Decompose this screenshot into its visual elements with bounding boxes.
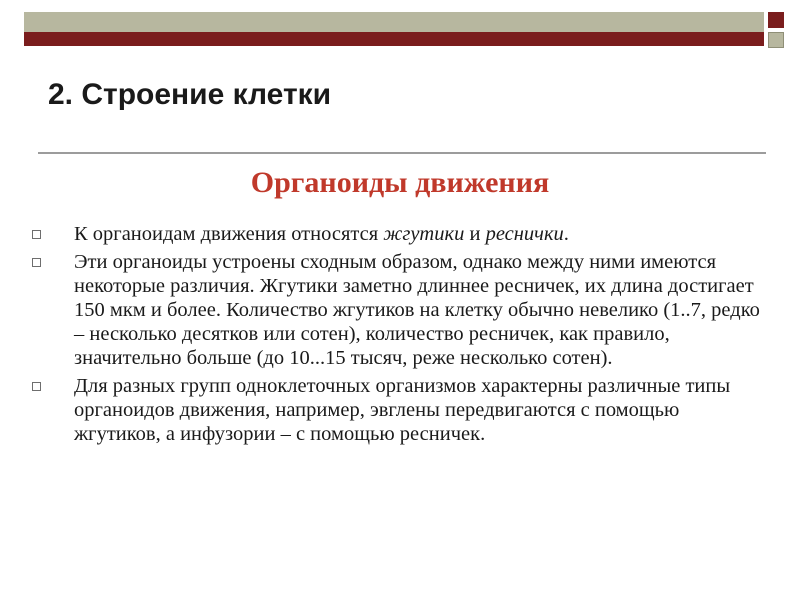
bullet-text: Для разных групп одноклеточных организмов характерны различные типы органоидов движения, например, эвглены передвигаются с помощью жгутиков, а инфузории – с помощью ресничек. xyxy=(74,375,731,445)
slide-title: 2. Строение клетки xyxy=(48,78,332,111)
header-band-dark xyxy=(24,32,764,46)
term-flagella: жгутики xyxy=(383,223,465,245)
header-band-light xyxy=(24,12,764,32)
hollow-square-icon xyxy=(32,230,41,239)
hollow-square-icon xyxy=(32,382,41,391)
bullet-text: Эти органоиды устроены сходным образом, однако между ними имеются некоторые различия. Жгутики заметно длиннее ресничек, их длина достигает 150 мкм и более. Количество жгутиков на клетку обычно невелико (1..7, редко – несколько десятков или сотен), количество ресничек, как правило, значительно больше (до 10...15 тысяч, реже несколько сотен). xyxy=(74,251,760,369)
bullet-item xyxy=(28,222,768,246)
bullet-item xyxy=(28,374,768,446)
corner-square-light xyxy=(768,32,784,48)
slide-subtitle: Органоиды движения xyxy=(250,166,550,199)
title-divider xyxy=(38,152,766,154)
hollow-square-icon xyxy=(32,258,41,267)
corner-square-dark xyxy=(768,12,784,28)
term-cilia: реснички xyxy=(485,223,564,245)
bullet-item xyxy=(28,250,768,370)
bullet-text-mid: и xyxy=(464,223,486,245)
bullet-text-tail: . xyxy=(563,223,569,245)
bullet-list xyxy=(28,222,768,450)
bullet-text-lead: К органоидам движения относятся xyxy=(74,223,384,245)
